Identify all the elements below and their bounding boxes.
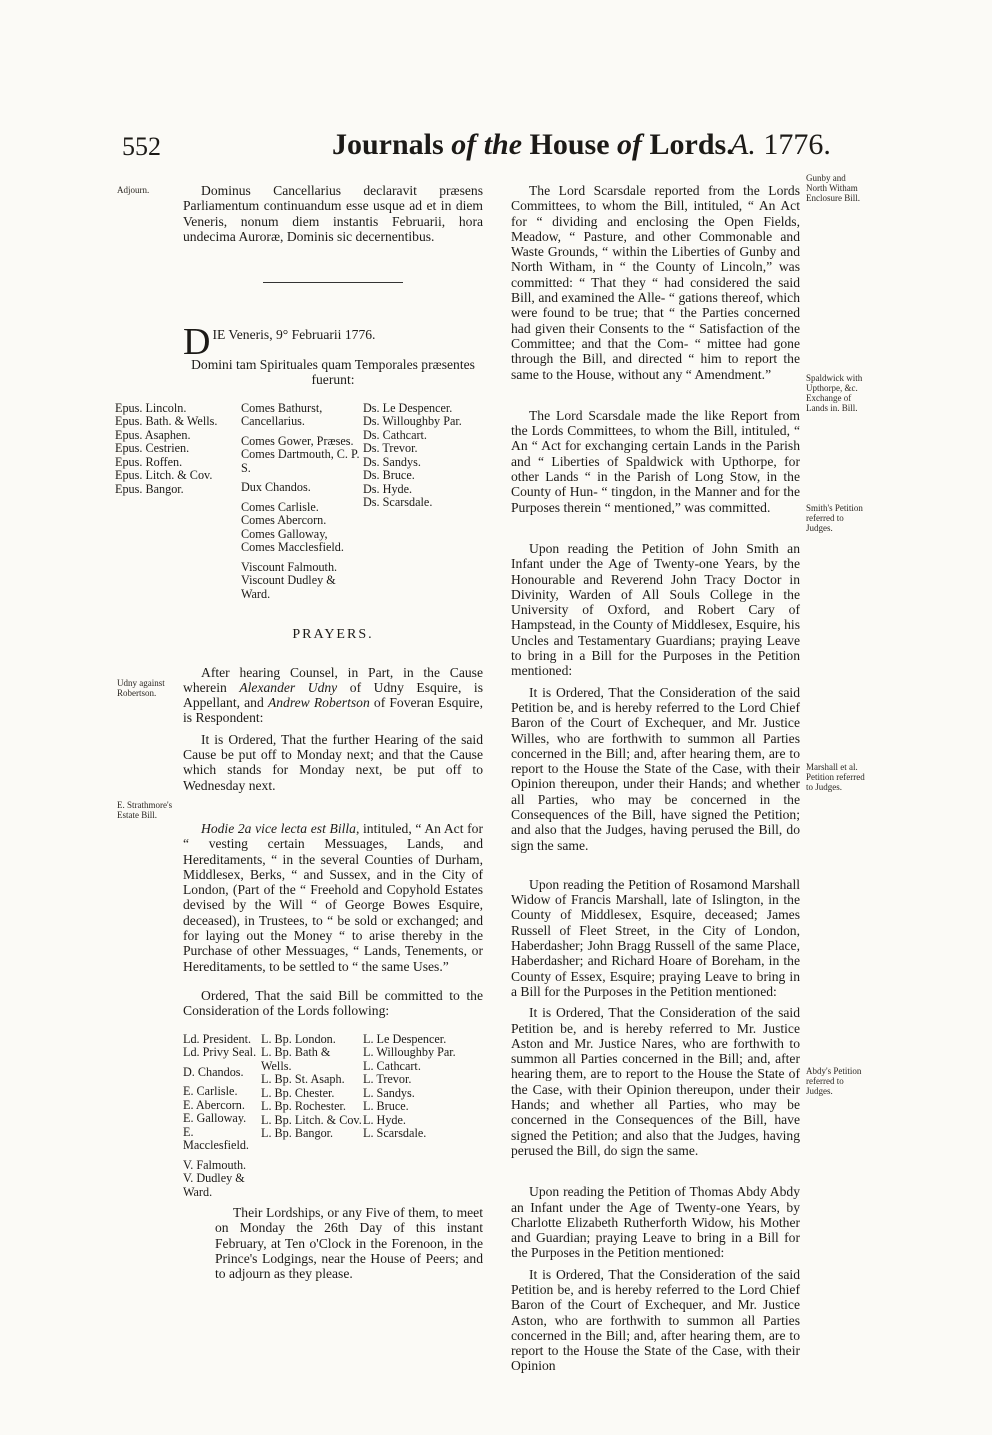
title-part-3: Lords. [642,128,734,161]
list-item: L. Bp. St. Asaph. [261,1072,345,1087]
list-item: Ds. Cathcart. [363,427,427,442]
strathmore-bill-paragraph [183,821,483,974]
margin-note-strathmore: E. Strathmore's Estate Bill. [117,800,173,820]
udny-order: It is Ordered, That the further Hearing of the said Cause be put off to Monday next; and that the Cause which stands for Monday next, be put off to Wednesday next. [183,731,483,793]
udny-text-a: After hearing Counsel, in Part, in the Cause wherein [183,664,483,695]
list-item: L. Cathcart. [363,1058,421,1073]
list-item: E. Macclesfield. [183,1124,249,1153]
list-item: Comes Bathurst, Cancellarius. [241,400,323,429]
lords-present-col-2 [241,402,363,602]
lords-present-heading: Domini tam Spirituales quam Temporales præsentes fuerunt: [191,357,475,388]
list-item: Comes Carlisle. [241,499,319,514]
list-item: L. Trevor. [363,1072,412,1087]
lords-present-col-3 [363,402,463,602]
list-item: Ds. Sandys. [363,454,421,469]
right-column [511,183,800,1374]
adjourn-paragraph: Dominus Cancellarius declaravit præsens Parliamentum continuandum esse usque ad et in diem Veneris, nonum diem instantis Februarii, hora undecima Auroræ, Dominis sic decernentibus. [183,183,483,244]
list-item: D. Chandos. [183,1064,244,1079]
list-item: Epus. Cestrien. [115,441,190,456]
meeting-paragraph: Their Lordships, or any Five of them, to meet on Monday the 26th Day of this instant February, at Ten o'Clock in the Forenoon, in the Prince's Lodgings, near the House of Peers; and to adjourn as they please. [215,1205,483,1282]
lords-present-col-1 [115,402,241,602]
list-item: L. Bp. Chester. [261,1085,335,1100]
list-item: L. Hyde. [363,1112,406,1127]
list-item: Comes Dartmouth, C. P. S. [241,447,360,475]
list-item: Ld. President. [183,1031,252,1046]
margin-note-abdy: Abdy's Petition referred to Judges. [806,1066,862,1096]
list-item: L. Le Despencer. [363,1031,447,1046]
hodie-phrase: Hodie 2a vice lecta est Billa [201,820,356,836]
list-item: Epus. Lincoln. [115,400,187,415]
list-item: L. Bruce. [363,1099,409,1114]
list-item: V. Falmouth. [183,1157,247,1172]
list-item: Epus. Asaphen. [115,427,191,442]
committee-col-1 [183,1033,261,1200]
page-title [332,128,734,162]
list-item: L. Sandys. [363,1085,415,1100]
list-item: L. Bp. Bath & Wells. [261,1045,331,1073]
margin-note-marshall: Marshall et al. Petition referred to Judges. [806,762,865,792]
sitting-date-text: IE Veneris, 9° Februarii 1776. [212,327,376,343]
list-item: Ds. Le Despencer. [363,400,453,415]
list-item: E. Carlisle. [183,1084,238,1099]
list-item: Ld. Privy Seal. [183,1045,257,1060]
list-item: Epus. Bath. & Wells. [115,414,218,429]
list-item: Epus. Bangor. [115,481,184,496]
udny-text-c: of Foveran Esquire, is Respondent: [183,695,483,726]
list-item: L. Scarsdale. [363,1126,427,1141]
committee-order: Ordered, That the said Bill be committed to the Consideration of the Lords following: [183,987,483,1019]
list-item: Ds. Bruce. [363,468,415,483]
abdy-petition: Upon reading the Petition of Thomas Abdy Abdy an Infant under the Age of Twenty-one Years, by Charlotte Elizabeth Rutherforth Widow, his Mother and Guardian; praying Leave to bring in a Bill for the Purposes in the Petition mentioned: [511,1184,800,1261]
page-header [0,128,992,176]
margin-note-gunby: Gunby and North Witham Enclosure Bill. [806,173,860,203]
list-item: Epus. Litch. & Cov. [115,468,213,483]
year-value: 1776. [755,128,831,161]
list-item: E. Abercorn. [183,1097,245,1112]
list-item: Comes Abercorn. [241,513,327,528]
margin-note-spaldwick: Spaldwick with Upthorpe, &c. Exchange of Lands in. Bill. [806,373,863,413]
list-item: Ds. Hyde. [363,481,413,496]
page-year [730,128,831,162]
abdy-order: It is Ordered, That the Consideration of the said Petition be, and is hereby referred to the Lord Chief Baron of the Court of Exchequer, and Mr. Justice Aston, who are forthwith to summon all Parties concerned in the Bill; and, after hearing them, are to report to the House the State of the Case, with their Opinion [511,1266,800,1374]
margin-note-smith: Smith's Petition referred to Judges. [806,503,863,533]
year-prefix: A. [730,128,756,161]
gunby-report: The Lord Scarsdale reported from the Lords Committees, to whom the Bill, intituled, “ An Act for “ dividing and enclosing the Open Fields, Meadow, “ Pasture, and other Commonable and Waste Grounds, “ within the Liberties of Gunby and North Witham, in “ the County of Lincoln,” was committed: “ That they “ had considered the said Bill, and examined the Alle- “ gations thereof, which were found to be true; that “ the Parties concerned had given their Consents to the “ Satisfaction of the Committee; and that the Com- “ mittee had gone through the Bill, and directed “ him to report the same to the House, without any “ Amendment.” [511,183,800,382]
list-item: Ds. Willoughby Par. [363,414,462,429]
list-item: L. Bp. Bangor. [261,1126,334,1141]
list-item: Comes Gower, Præses. [241,433,354,448]
list-item: Ds. Trevor. [363,441,418,456]
list-item: V. Dudley & Ward. [183,1171,245,1199]
marshall-order: It is Ordered, That the Consideration of the said Petition be, and is hereby referred to Mr. Justice Aston and Mr. Justice Nares, who are forthwith to summon all Parties concerned in the Bill; and, after hearing them, are to report to the House the State of the Case, with their Opinion thereupon, under their Hands; and whether all Parties, who may be concerned in the Consequences of the Bill, have signed the Petition; and also that the Judges, having perused the Bill, do sign the same. [511,1005,800,1158]
list-item: L. Bp. Litch. & Cov. [261,1112,362,1127]
list-item: Viscount Falmouth. [241,559,338,574]
prayers-heading: PRAYERS. [292,627,374,643]
title-part-of-1: of the [451,128,523,161]
list-item: Comes Macclesfield. [241,540,344,555]
marshall-petition: Upon reading the Petition of Rosamond Marshall Widow of Francis Marshall, late of Islington, in the County of Middlesex, Esquire, deceased; James Russell of Fleet Street, in the City of London, Haberdasher; John Bragg Russell of the same Place, Haberdasher; and Richard Hoare of Boreham, in the County of Essex, Esquire; praying Leave to bring in a Bill for the Purposes in the Petition mentioned: [511,876,800,999]
udny-respondent: Andrew Robertson [267,695,370,711]
margin-note-udny: Udny against Robertson. [117,678,165,698]
udny-paragraph [183,665,483,726]
title-part-1: Journals [332,128,452,161]
list-item: Viscount Dudley & Ward. [241,573,336,601]
title-part-of-2: of [617,128,643,161]
smith-order: It is Ordered, That the Consideration of the said Petition be, and is hereby referred to the Lord Chief Baron of the Court of Exchequer, and Mr. Justice Willes, who are forthwith to summon all Parties concerned in the Bill; and, after hearing them, are to report to the House the State of the Case, with their Opinion thereupon, under their Hands; and whether all Parties, who may be concerned in the Consequences of the Bill, have signed the Petition; and also that the Judges, having perused the Bill, do sign the same. [511,684,800,853]
list-item: Ds. Scarsdale. [363,495,433,510]
smith-petition: Upon reading the Petition of John Smith an Infant under the Age of Twenty-one Years, by the Honourable and Reverend John Tracy Doctor in Divinity, Warden of All Souls College in the University of Oxford, and Robert Cary of Hampstead, in the County of Middlesex, Esquire, his Uncles and Testamentary Guardians; praying Leave to bring in a Bill for the Purposes in the Petition mentioned: [511,540,800,679]
list-item: Dux Chandos. [241,480,311,495]
list-item: L. Willoughby Par. [363,1045,456,1060]
committee-list [183,1033,483,1200]
committee-col-3 [363,1033,473,1200]
list-item: L. Bp. London. [261,1031,336,1046]
bill-title: , intituled, “ An Act for “ vesting certain Messuages, Lands, and Hereditaments, “ in the several Counties of Durham, Middlesex, Berks, “ and Sussex, and in the City of London, (Part of the “ Freehold and Copyhold Estates devised by the Will “ of George Bowes Esquire, deceased), in Trustees, to “ be sold or exchanged; and for laying out the Money “ to arise thereby in the Purchase of other Messuages, “ Lands, Tenements, or Hereditaments, to be settled to “ the same Uses.” [183,820,483,974]
section-divider [263,282,403,283]
drop-cap: D [183,321,211,364]
lords-present-list [115,402,475,602]
list-item: E. Galloway. [183,1111,247,1126]
sitting-date [183,321,483,364]
spaldwick-report: The Lord Scarsdale made the like Report from the Lords Committees, to whom the Bill, intituled, “ An “ Act for exchanging certain Lands in the Parish and “ Liberties of Spaldwick with Upthorpe, for other Lands “ in the Parish of Long Stow, in the County of Hun- “ tingdon, in the Manner and for the Purposes therein “ mentioned,” was committed. [511,407,800,515]
margin-note-adjourn: Adjourn. [117,185,150,195]
title-part-2: House [522,128,618,161]
committee-col-2 [261,1033,363,1200]
udny-text-b: of Udny Esquire, is Appellant, and [183,679,483,711]
list-item: Comes Galloway, [241,526,328,541]
page-number: 552 [122,132,161,161]
list-item: Epus. Roffen. [115,454,183,469]
list-item: L. Bp. Rochester. [261,1099,346,1114]
udny-appellant: Alexander Udny [239,679,338,695]
